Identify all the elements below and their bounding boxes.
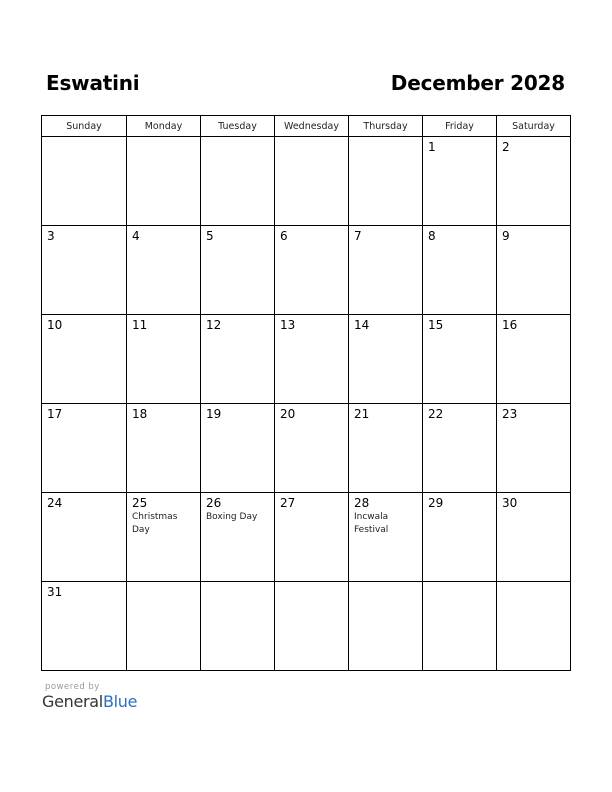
day-cell: [201, 315, 275, 404]
day-cell: [275, 582, 349, 671]
day-number: 2: [502, 140, 510, 154]
day-number: 18: [132, 407, 148, 421]
day-cell: [201, 493, 275, 582]
day-cell: [127, 582, 201, 671]
day-cell: [42, 582, 127, 671]
week-row: [42, 137, 571, 226]
day-cell: [42, 315, 127, 404]
weekday-header: Saturday: [497, 116, 571, 137]
day-cell: [497, 493, 571, 582]
weekday-header: Sunday: [42, 116, 127, 137]
calendar-grid: [41, 115, 571, 671]
day-number: 19: [206, 407, 222, 421]
day-cell: [42, 226, 127, 315]
day-cell: [349, 315, 423, 404]
day-number: 29: [428, 496, 444, 510]
day-number: 7: [354, 229, 362, 243]
day-number: 10: [47, 318, 63, 332]
day-cell: [497, 315, 571, 404]
day-number: 26: [206, 496, 222, 510]
day-cell: [349, 493, 423, 582]
day-cell: [423, 404, 497, 493]
day-number: 31: [47, 585, 63, 599]
weekday-header: Friday: [423, 116, 497, 137]
day-number: 3: [47, 229, 55, 243]
week-row: [42, 493, 571, 582]
day-number: 24: [47, 496, 63, 510]
holiday-label: Christmas Day: [132, 512, 178, 535]
day-cell: [275, 226, 349, 315]
day-cell: [497, 582, 571, 671]
generalblue-logo[interactable]: [42, 692, 137, 711]
day-cell: [127, 137, 201, 226]
day-number: 12: [206, 318, 222, 332]
day-cell: [423, 315, 497, 404]
day-cell: [42, 493, 127, 582]
day-cell: [127, 315, 201, 404]
day-cell: [201, 226, 275, 315]
footer-branding: [42, 682, 137, 711]
day-number: 21: [354, 407, 370, 421]
day-cell: [127, 493, 201, 582]
day-cell: [275, 493, 349, 582]
week-row: [42, 404, 571, 493]
day-cell: [275, 137, 349, 226]
day-number: 17: [47, 407, 63, 421]
weekday-header: Thursday: [349, 116, 423, 137]
day-cell: [497, 404, 571, 493]
day-number: 16: [502, 318, 518, 332]
holiday-label: Incwala Festival: [354, 512, 389, 535]
day-number: 30: [502, 496, 518, 510]
weekday-header: Tuesday: [201, 116, 275, 137]
holiday-label: Boxing Day: [206, 512, 258, 522]
day-cell: [201, 137, 275, 226]
day-cell: [423, 226, 497, 315]
weekday-header: Monday: [127, 116, 201, 137]
day-cell: [349, 226, 423, 315]
day-cell: [497, 226, 571, 315]
day-cell: [497, 137, 571, 226]
brand-general-text: General: [42, 692, 103, 711]
day-number: 20: [280, 407, 296, 421]
day-cell: [127, 226, 201, 315]
day-number: 28: [354, 496, 370, 510]
weekday-header-row: [42, 116, 571, 137]
day-number: 25: [132, 496, 148, 510]
month-title: December 2028: [390, 71, 565, 95]
day-number: 6: [280, 229, 288, 243]
day-number: 9: [502, 229, 510, 243]
week-row: [42, 226, 571, 315]
day-cell: [423, 582, 497, 671]
brand-blue-text: Blue: [102, 692, 138, 711]
day-number: 23: [502, 407, 518, 421]
day-number: 5: [206, 229, 214, 243]
week-row: [42, 315, 571, 404]
day-number: 13: [280, 318, 296, 332]
day-number: 22: [428, 407, 444, 421]
day-cell: [349, 137, 423, 226]
day-number: 11: [132, 318, 148, 332]
day-cell: [201, 582, 275, 671]
day-cell: [349, 404, 423, 493]
day-number: 1: [428, 140, 436, 154]
day-cell: [275, 315, 349, 404]
day-cell: [349, 582, 423, 671]
day-number: 27: [280, 496, 296, 510]
day-cell: [42, 404, 127, 493]
day-cell: [201, 404, 275, 493]
day-cell: [423, 493, 497, 582]
country-title: Eswatini: [46, 71, 140, 95]
powered-by-text: powered by: [45, 682, 100, 692]
day-number: 14: [354, 318, 370, 332]
day-cell: [275, 404, 349, 493]
day-number: 15: [428, 318, 444, 332]
day-number: 8: [428, 229, 436, 243]
weekday-header: Wednesday: [275, 116, 349, 137]
week-row: [42, 582, 571, 671]
day-cell: [423, 137, 497, 226]
day-cell: [42, 137, 127, 226]
day-number: 4: [132, 229, 140, 243]
day-cell: [127, 404, 201, 493]
